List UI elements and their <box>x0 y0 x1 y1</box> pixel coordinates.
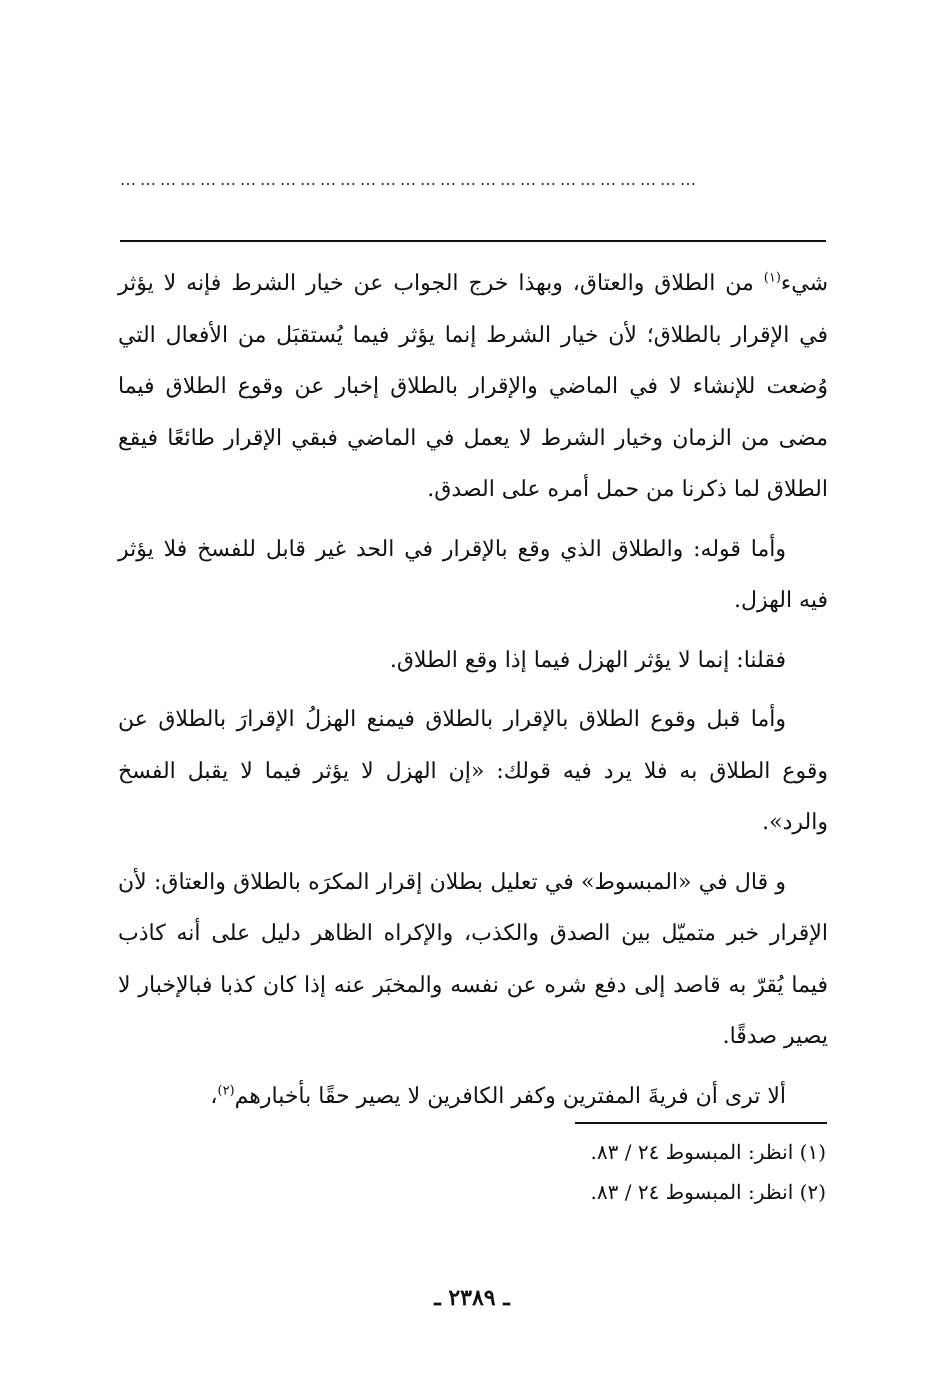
footnote-1: (١) انظر: المبسوط ٢٤ / ٨٣. <box>590 1140 826 1164</box>
paragraph-4: وأما قبل وقوع الطلاق بالإقرار بالطلاق فيمنع الهزلُ الإقرارَ بالطلاق عن وقوع الطلاق به فلا يرد فيه قولك: «إن الهزل لا يؤثر فيما لا يقبل الفسخ والرد». <box>118 707 828 835</box>
body-text <box>118 258 828 1130</box>
paragraph-5: و قال في «المبسوط» في تعليل بطلان إقرار المكرَه بالطلاق والعتاق: لأن الإقرار خبر متميّل بين الصدق والكذب، والإكراه الظاهر دليل على أنه كاذب فيما يُقرّ به قاصد إلى دفع شره عن نفسه والمخبَر عنه إذا كان كذبا فبالإخبار لا يصير صدقًا. <box>118 869 828 1049</box>
paragraph-2: وأما قوله: والطلاق الذي وقع بالإقرار في الحد غير قابل للفسخ فلا يؤثر فيه الهزل. <box>118 536 828 613</box>
paragraph-3: فقلنا: إنما لا يؤثر الهزل فيما إذا وقع الطلاق. <box>389 647 786 673</box>
footnote-ref-2[interactable]: (٢) <box>217 1083 235 1099</box>
paragraph-1-start: شيء <box>780 271 829 296</box>
paragraph-1 <box>118 258 828 516</box>
paragraph-6 <box>118 1071 828 1123</box>
page-number: ـ ٢٣٨٩ ـ <box>434 1285 510 1311</box>
paragraph-6-end: ، <box>210 1083 218 1109</box>
paragraph-1-rest: من الطلاق والعتاق، وبهذا خرج الجواب عن خيار الشرط فإنه لا يؤثر في الإقرار بالطلاق؛ لأن خيار الشرط إنما يؤثر فيما يُستقبَل من الأفعال التي وُضعت للإنشاء لا في الماضي والإقرار بالطلاق إخبار عن وقوع الطلاق فيما مضى من الزمان وخيار الشرط لا يعمل في الماضي فبقي الإقرار طائعًا فيقع الطلاق لما ذكرنا من حمل أمره على الصدق. <box>118 271 828 502</box>
footnote-2: (٢) انظر: المبسوط ٢٤ / ٨٣. <box>590 1180 826 1204</box>
top-rule <box>120 240 826 242</box>
separator-dots: …………………………………………………………………………… <box>120 170 700 189</box>
footnotes <box>118 1132 826 1212</box>
paragraph-6-text: ألا ترى أن فريةَ المفترين وكفر الكافرين لا يصير حقًا بأخبارهم <box>234 1083 786 1109</box>
footnote-ref-1[interactable]: (١) <box>763 270 781 286</box>
footnote-rule <box>575 1122 827 1124</box>
